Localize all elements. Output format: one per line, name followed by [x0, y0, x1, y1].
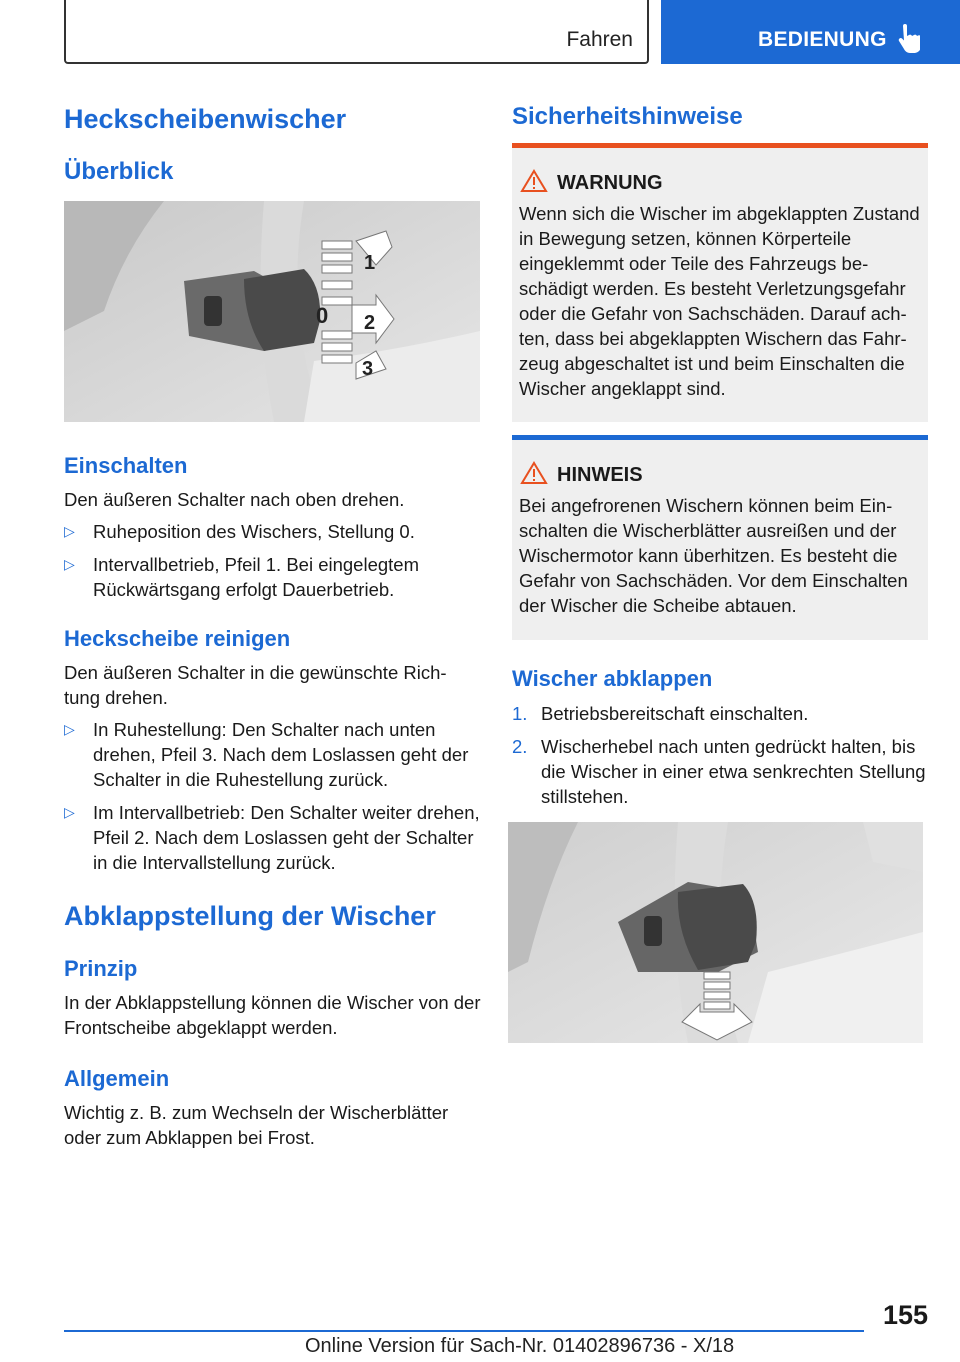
warning-text: Wenn sich die Wischer im abgeklappten Zustand in Bewegung setzen, können Körperteile eingeklemmt oder Teile des Fahrzeugs beschädigt werden. Es besteht Verletzungsgefahr oder die Gefahr von Sachschäden. Darauf achten, dass bei abgeklappten Wischern das Fahrzeug abgeschaltet ist und beim Einschalten die Wischer angeklappt sind.	[519, 203, 920, 399]
overview-heading: Überblick	[64, 158, 174, 185]
figure-label-0: 0	[316, 303, 329, 328]
reinigen-list	[64, 717, 482, 883]
allgemein-heading: Allgemein	[64, 1066, 170, 1091]
figure-label-1: 1	[364, 252, 376, 274]
header-chapter-label: BEDIENUNG	[758, 28, 887, 51]
warning-label: WARNUNG	[557, 172, 663, 194]
footer-text: Online Version für Sach-Nr. 01402896736 - X/18	[305, 1335, 735, 1357]
safety-heading: Sicherheitshinweise	[512, 103, 743, 130]
hint-label: HINWEIS	[557, 464, 643, 486]
wiper-fold-image	[508, 822, 923, 1043]
allgemein-text: Wichtig z. B. zum Wechseln der Wischerblätter oder zum Abklappen bei Frost.	[64, 1102, 449, 1148]
step-number: 2.	[512, 736, 528, 757]
header-section-tab	[64, 0, 649, 64]
reinigen-intro: Den äußeren Schalter in die gewünschte Richtung drehen.	[64, 662, 447, 708]
list-item: ▷ Ruheposition des Wischers, Stellung 0.	[64, 521, 415, 542]
triangle-bullet-icon: ▷	[64, 721, 75, 737]
list-item: ▷ Im Intervallbetrieb: Den Schalter weiter drehen, Pfeil 2. Nach dem Loslassen geht der Schalter in die Intervallstellung zurück.	[64, 802, 480, 873]
einschalten-list	[64, 519, 482, 610]
page-title: Heckscheibenwischer	[64, 104, 347, 134]
triangle-bullet-icon: ▷	[64, 804, 75, 820]
warning-box	[512, 143, 928, 422]
list-item: ▷ Intervallbetrieb, Pfeil 1. Bei eingelegtem Rückwärtsgang erfolgt Dauerbetrieb.	[64, 554, 419, 600]
abklappstellung-title: Abklappstellung der Wischer	[64, 901, 436, 931]
reinigen-heading: Heckscheibe reinigen	[64, 626, 291, 651]
einschalten-intro: Den äußeren Schalter nach oben drehen.	[64, 489, 405, 510]
triangle-bullet-icon: ▷	[64, 556, 75, 572]
prinzip-text: In der Abklappstellung können die Wischer von der Frontscheibe abgeklappt werden.	[64, 992, 481, 1038]
list-item: ▷ In Ruhestellung: Den Schalter nach unten drehen, Pfeil 3. Nach dem Loslassen geht der Schalter in die Ruhestellung zurück.	[64, 719, 469, 790]
step-number: 1.	[512, 703, 528, 724]
header-section-label: Fahren	[566, 28, 633, 51]
figure-label-3: 3	[362, 358, 374, 380]
abklappen-heading: Wischer abklappen	[512, 666, 713, 691]
list-item: 1. Betriebsbereitschaft einschalten.	[512, 703, 809, 724]
page-number: 155	[882, 1300, 928, 1330]
warning-triangle-icon	[520, 169, 548, 193]
footer-divider	[64, 1330, 864, 1332]
figure-label-2: 2	[364, 312, 376, 334]
rear-wiper-lever-image	[64, 201, 480, 422]
abklappen-steps	[512, 701, 928, 817]
header-chapter-tab	[661, 0, 960, 64]
triangle-bullet-icon: ▷	[64, 523, 75, 539]
list-item: 2. Wischerhebel nach unten gedrückt halten, bis die Wischer in einer etwa senkrechten Stellung stillstehen.	[512, 736, 926, 807]
pointing-hand-icon	[896, 24, 920, 54]
hint-text: Bei angefrorenen Wischern können beim Einschalten die Wischerblätter ausreißen und der Wischermotor kann überhitzen. Es besteht die Gefahr von Sachschäden. Vor dem Einschalten der Wischer die Scheibe abtauen.	[519, 495, 908, 616]
hint-triangle-icon	[520, 461, 548, 485]
einschalten-heading: Einschalten	[64, 453, 188, 478]
hint-box	[512, 435, 928, 640]
prinzip-heading: Prinzip	[64, 956, 138, 981]
